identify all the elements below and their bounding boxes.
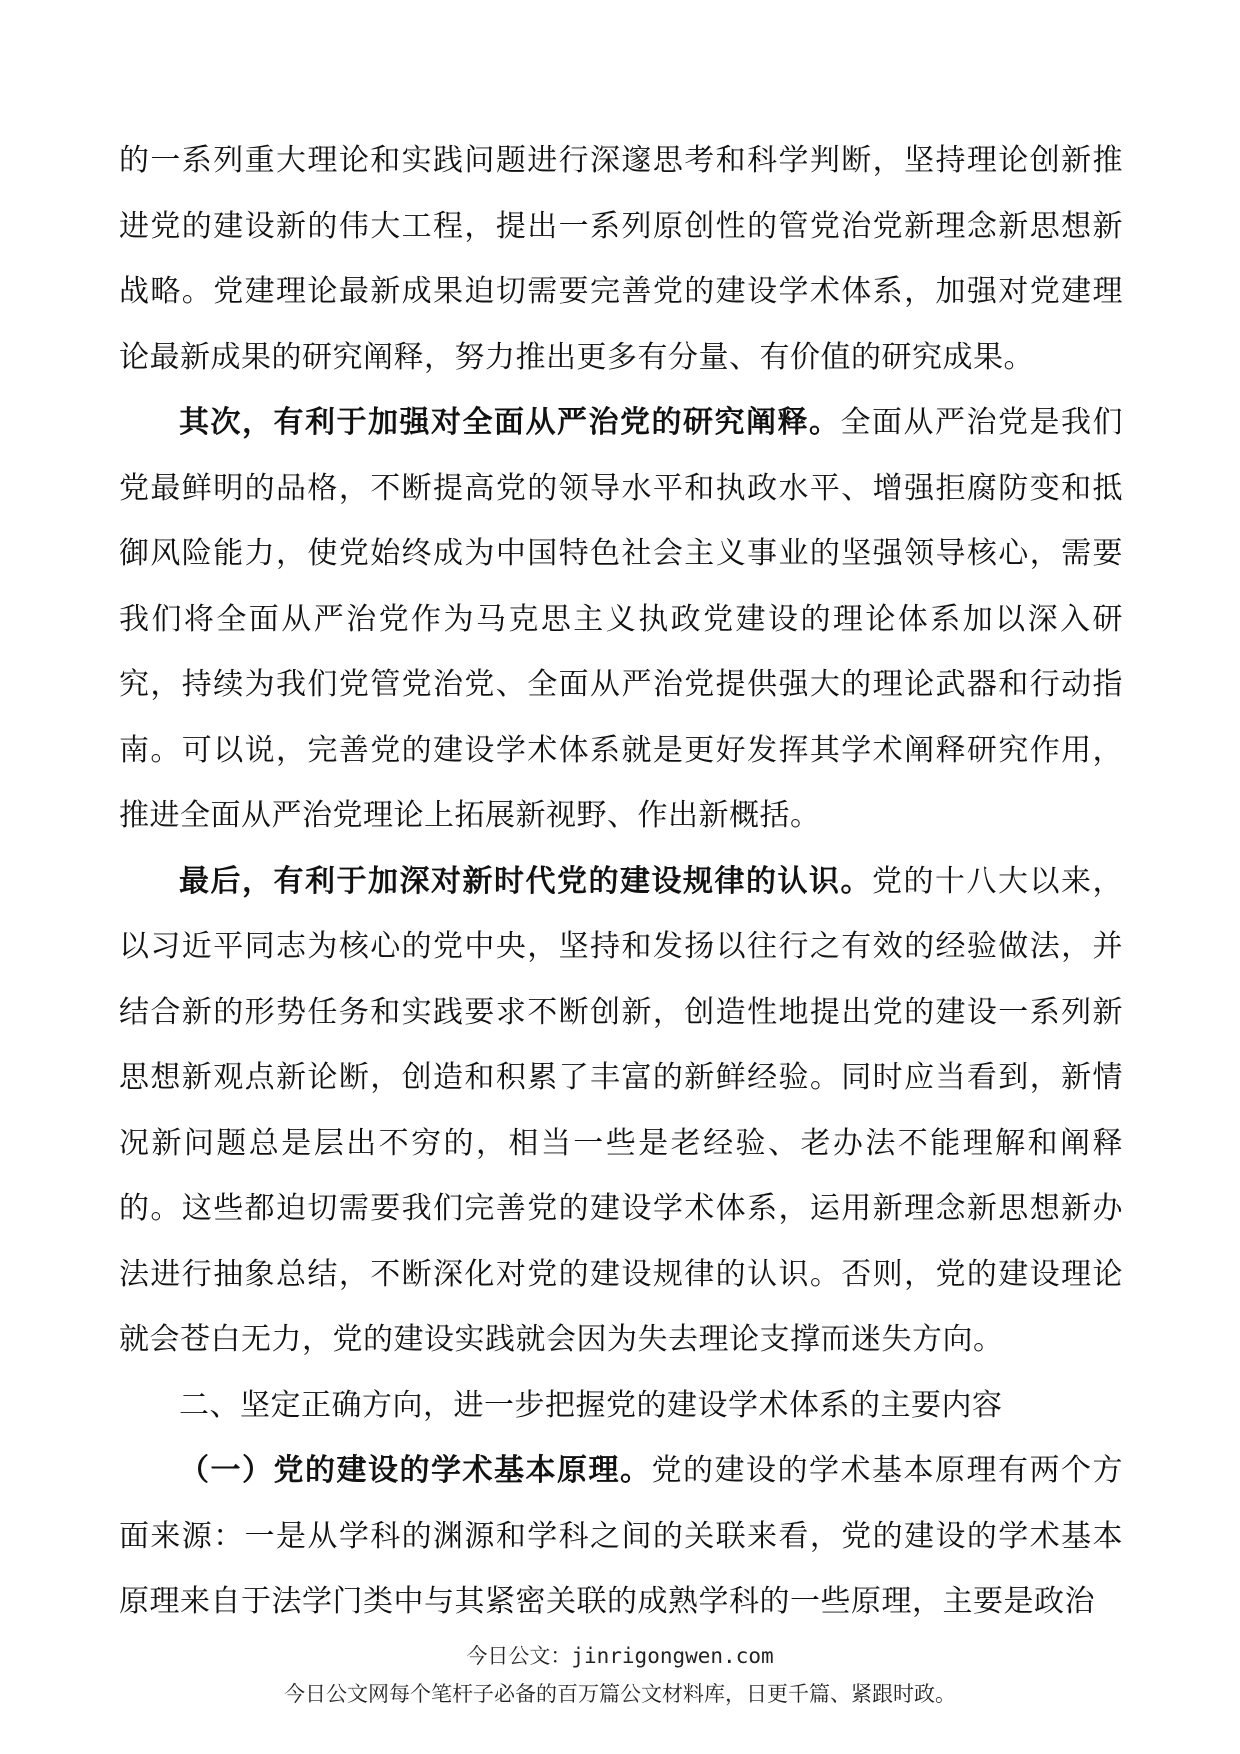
paragraph-text: 党的建设的学术基本原理有两个方面来源：一是从学科的渊源和学科之间的关联来看，党的建设的学术基本原理来自于法学门类中与其紧密关联的成熟学科的一些原理，主要是政治: [119, 1453, 1123, 1619]
paragraph-text: 全面从严治党是我们党最鲜明的品格，不断提高党的领导水平和执政水平、增强拒腐防变和抵御风险能力，使党始终成为中国特色社会主义事业的坚强领导核心，需要我们将全面从严治党作为马克思主义执政党建设的理论体系加以深入研究，持续为我们党管党治党、全面从严治党提供强大的理论武器和行动指南。可以说，完善党的建设学术体系就是更好发挥其学术阐释研究作用，推进全面从严治党理论上拓展新视野、作出新概括。: [119, 405, 1123, 833]
paragraph-text: 党的十八大以来，以习近平同志为核心的党中央，坚持和发扬以往行之有效的经验做法，并结合新的形势任务和实践要求不断创新，创造性地提出党的建设一系列新思想新观点新论断，创造和积累了丰富的新鲜经验。同时应当看到，新情况新问题总是层出不穷的，相当一些是老经验、老办法不能理解和阐释的。这些都迫切需要我们完善党的建设学术体系，运用新理念新思想新办法进行抽象总结，不断深化对党的建设规律的认识。否则，党的建设理论就会苍白无力，党的建设实践就会因为失去理论支撑而迷失方向。: [119, 863, 1123, 1357]
paragraph-finally: [119, 849, 1123, 1373]
footer-source: [0, 1640, 1240, 1670]
section-heading-text: 二、坚定正确方向，进一步把握党的建设学术体系的主要内容: [179, 1387, 1003, 1423]
paragraph-subsection-one: [119, 1438, 1123, 1635]
paragraph-lead-bold: （一）党的建设的学术基本原理。: [179, 1453, 652, 1488]
section-heading: [119, 1373, 1123, 1439]
paragraph-secondly: [119, 390, 1123, 849]
paragraph-lead-bold: 其次，有利于加强对全面从严治党的研究阐释。: [179, 405, 841, 440]
paragraph-text: 的一系列重大理论和实践问题进行深邃思考和科学判断，坚持理论创新推进党的建设新的伟大工程，提出一系列原创性的管党治党新理念新思想新战略。党建理论最新成果迫切需要完善党的建设学术体系，加强对党建理论最新成果的研究阐释，努力推出更多有分量、有价值的研究成果。: [119, 143, 1123, 375]
footer-site-link[interactable]: jinrigongwen.com: [571, 1644, 774, 1668]
paragraph-continuation: [119, 128, 1123, 390]
document-body: [119, 128, 1123, 1635]
footer-tagline: 今日公文网每个笔杆子必备的百万篇公文材料库，日更千篇、紧跟时政。: [284, 1682, 956, 1706]
footer-label: 今日公文：: [466, 1644, 572, 1668]
paragraph-lead-bold: 最后，有利于加深对新时代党的建设规律的认识。: [179, 863, 872, 899]
